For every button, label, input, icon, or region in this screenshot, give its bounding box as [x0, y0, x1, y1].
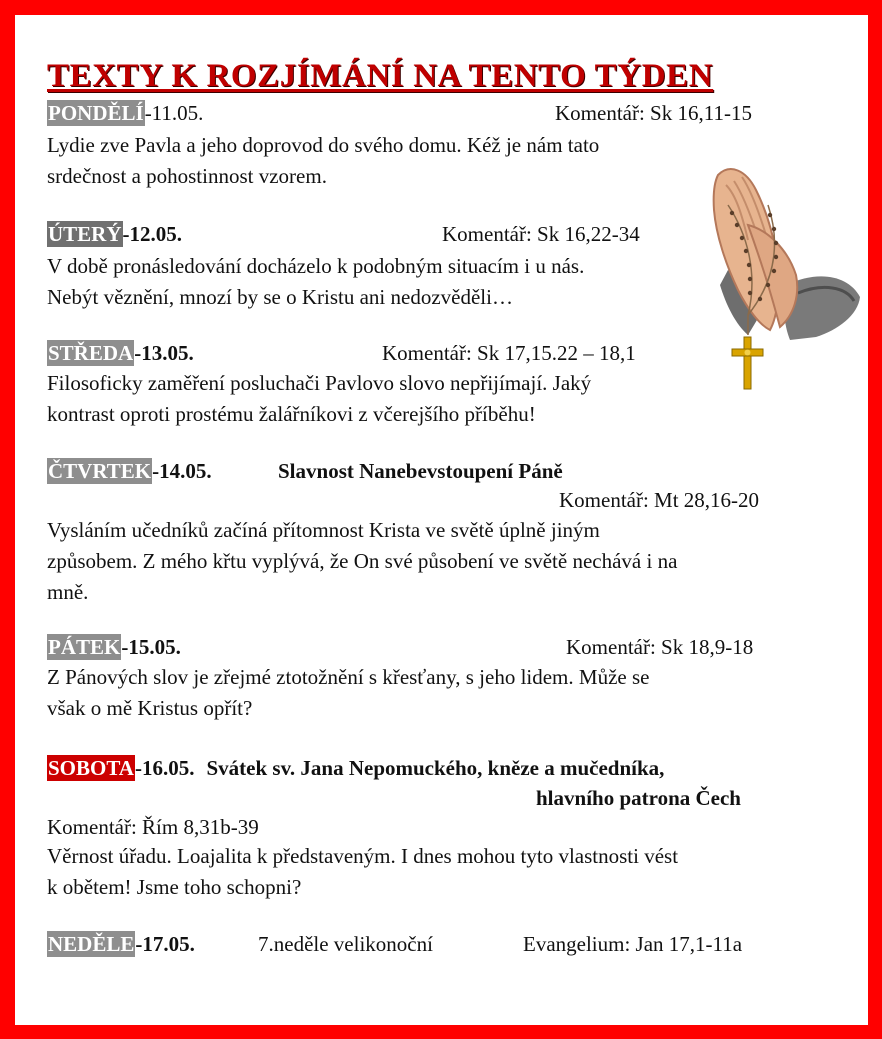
day-label: ČTVRTEK: [48, 459, 152, 483]
day-date: -12.05.: [122, 222, 183, 246]
text-line: mně.: [47, 580, 89, 604]
text-line: Věrnost úřadu. Loajalita k představeným. I dnes mohou tyto vlastnosti vést: [47, 844, 679, 868]
commentary-ref: Komentář: Sk 17,15.22 – 18,1: [382, 341, 636, 365]
commentary-ref: Komentář: Sk 16,22-34: [442, 222, 640, 246]
day-label: ÚTERÝ: [48, 222, 122, 246]
day-label: NEDĚLE: [48, 932, 135, 956]
day-label: PONDĚLÍ: [48, 101, 144, 125]
day-label: PÁTEK: [48, 635, 121, 659]
day-date: -17.05.: [135, 932, 195, 956]
day-heading-monday: [47, 100, 203, 126]
day-heading-saturday: [47, 755, 664, 781]
text-line: srdečnost a pohostinnost vzorem.: [47, 164, 327, 188]
day-text-thursday: [47, 515, 807, 608]
text-line: kontrast oproti prostému žalářníkovi z včerejšího příběhu!: [47, 402, 536, 426]
day-text-saturday: [47, 841, 807, 903]
day-heading-thursday: [47, 458, 212, 484]
day-heading-tuesday: [47, 221, 182, 247]
text-line: V době pronásledování docházelo k podobným situacím i u nás.: [47, 254, 585, 278]
text-line: Nebýt věznění, mnozí by se o Kristu ani nedozvěděli…: [47, 285, 513, 309]
feast-name-continued: hlavního patrona Čech: [536, 786, 741, 810]
day-text-wednesday: [47, 368, 807, 430]
text-line: Z Pánových slov je zřejmé ztotožnění s křesťany, s jeho lidem. Může se: [47, 665, 650, 689]
feast-name: Svátek sv. Jana Nepomuckého, kněze a mučedníka,: [206, 756, 665, 780]
text-line: Vysláním učedníků začíná přítomnost Krista ve světě úplně jiným: [47, 518, 600, 542]
day-date: -14.05.: [152, 459, 212, 483]
text-line: způsobem. Z mého křtu vyplývá, že On své působení ve světě nechává i na: [47, 549, 678, 573]
text-line: k obětem! Jsme toho schopni?: [47, 875, 302, 899]
commentary-ref: Komentář: Řím 8,31b-39: [47, 815, 259, 839]
commentary-ref: Komentář: Sk 18,9-18: [566, 635, 754, 659]
day-text-monday: [47, 130, 807, 192]
day-label: STŘEDA: [48, 341, 134, 365]
day-date: -16.05.: [134, 756, 195, 780]
commentary-ref: Komentář: Sk 16,11-15: [555, 101, 752, 125]
feast-name: 7.neděle velikonoční: [258, 932, 433, 956]
text-line: Filosoficky zaměření posluchači Pavlovo slovo nepřijímají. Jaký: [47, 371, 592, 395]
day-text-friday: [47, 662, 807, 724]
text-line: Lydie zve Pavla a jeho doprovod do svého domu. Kéž je nám tato: [47, 133, 600, 157]
commentary-ref: Komentář: Mt 28,16-20: [559, 488, 760, 512]
praying-hands-icon: [708, 165, 868, 400]
day-heading-sunday: [47, 931, 195, 957]
feast-name: Slavnost Nanebevstoupení Páně: [278, 459, 563, 483]
day-date: -15.05.: [121, 635, 181, 659]
day-heading-wednesday: [47, 340, 194, 366]
commentary-ref: Evangelium: Jan 17,1-11a: [523, 932, 743, 956]
day-heading-friday: [47, 634, 181, 660]
day-date: -11.05.: [144, 101, 204, 125]
day-text-tuesday: [47, 251, 807, 313]
day-label: SOBOTA: [48, 756, 134, 780]
text-line: však o mě Kristus opřít?: [47, 696, 253, 720]
day-date: -13.05.: [134, 341, 194, 365]
page-title: TEXTY K ROZJÍMÁNÍ NA TENTO TÝDEN: [47, 58, 714, 94]
